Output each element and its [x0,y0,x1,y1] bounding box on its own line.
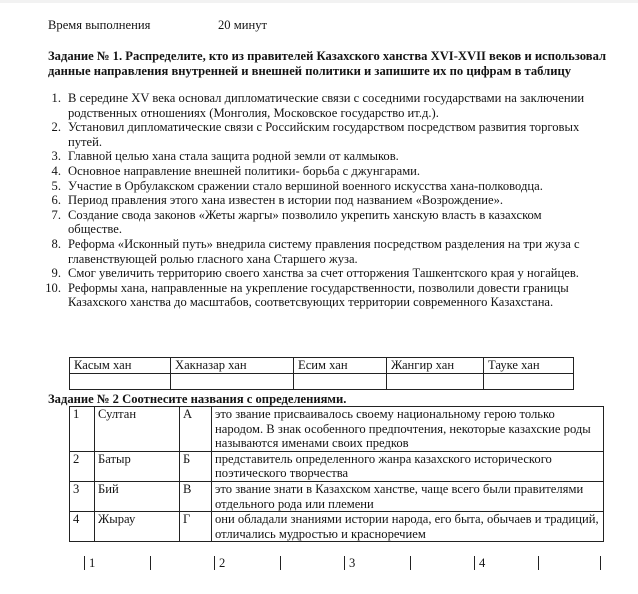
row-number: 4 [70,512,95,542]
list-item: 4. Основное направление внешней политики- борьба с джунгарами. [51,163,421,178]
answer-line-end [600,556,607,570]
answer-cell[interactable] [294,374,387,390]
answer-gap-1 [150,556,215,570]
list-item: 10. Реформы хана, направленные на укрепление государственности, позволили довести границы Казахского ханства до масштабов, соответсвующих территории современного Казахстана. [45,280,569,310]
term: Жырау [95,512,180,542]
task1-heading: Задание № 1. Распределите, кто из правителей Казахского ханства XVI-XVII веков и использовал данные направления внутренней и внешней политики и запишите их по цифрам в таблицу [48,49,607,78]
row-number: 2 [70,451,95,481]
task2-heading: Задание № 2 Соотнесите названия с определениями. [48,392,347,406]
answer-gap-2 [280,556,345,570]
answer-gap-4 [538,556,603,570]
letter: А [180,407,212,452]
answer-line [84,556,604,570]
list-item: 3. Главной целью хана стала защита родной земли от калмыков. [51,149,399,164]
task1-list [30,91,590,310]
definition: это звание присваивалось своему национальному герою только народом. В знак особенного предпочтения, некоторые казахские роды называются именами своих предков [212,407,604,452]
list-item: 2. Установил дипломатические связи с Российским государством посредством развития торговых путей. [51,120,580,149]
definition: представитель определенного жанра казахского исторического поэтического творчества [212,451,604,481]
answer-cell[interactable] [387,374,484,390]
answer-cell-4[interactable]: 4 [474,556,539,570]
answer-gap-3 [410,556,475,570]
column-header: Касым хан [70,358,171,374]
column-header: Тауке хан [484,358,574,374]
definition: они обладали знаниями истории народа, его быта, обычаев и традиций, отличались мудростью и красноречием [212,512,604,542]
list-item: 7. Создание свода законов «Жеты жаргы» позволило укрепить ханскую власть в казахском обществе. [51,207,542,237]
answer-cell[interactable] [171,374,294,390]
answer-cell[interactable] [70,374,171,390]
time-value: 20 минут [218,18,267,32]
row-number: 1 [70,407,95,452]
list-item: 6. Период правления этого хана известен в истории под названием «Возрождение». [51,193,504,208]
page-top-edge [0,0,638,3]
table-row [70,407,604,452]
column-header: Хакназар хан [171,358,294,374]
table-row [70,512,604,542]
letter: Б [180,451,212,481]
rulers-table [69,357,574,390]
definition: это звание знати в Казахском ханстве, чаще всего были правителями отдельного рода или племени [212,481,604,511]
list-item: 8. Реформа «Исконный путь» внедрила систему правления посредством разделения на три жуза с главенствующей ролью гласного хана Старшего жуза. [51,236,580,266]
table-header-row [70,358,574,374]
term: Султан [95,407,180,452]
table-row [70,481,604,511]
table-row [70,451,604,481]
term: Батыр [95,451,180,481]
column-header: Есим хан [294,358,387,374]
answer-cell[interactable] [484,374,574,390]
matching-table [69,406,604,542]
list-item: 5. Участие в Орбулакском сражении стало вершиной военного искусства хана-полководца. [51,178,543,193]
time-label: Время выполнения [48,18,151,32]
letter: В [180,481,212,511]
column-header: Жангир хан [387,358,484,374]
list-item: 9. Смог увеличить территорию своего ханства за счет отторжения Ташкентского края у ногайцев. [51,266,579,281]
row-number: 3 [70,481,95,511]
answer-row [70,374,574,390]
list-item: 1. В середине XV века основал дипломатические связи с соседними государствами на заключении родственных отношениях (Монголия, Московское государство ит.д.). [51,91,585,120]
answer-cell-1[interactable]: 1 [84,556,149,570]
answer-cell-2[interactable]: 2 [214,556,279,570]
answer-cell-3[interactable]: 3 [344,556,409,570]
term: Бий [95,481,180,511]
letter: Г [180,512,212,542]
